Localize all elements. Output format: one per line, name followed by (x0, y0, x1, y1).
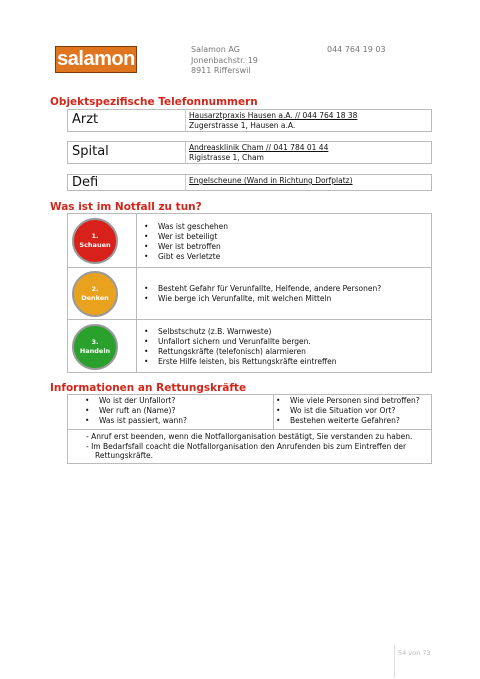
section-title-emergency: Was ist im Notfall zu tun? (50, 201, 202, 213)
step-number: 2. (91, 285, 99, 293)
contact-row-arzt (67, 109, 432, 132)
list-item: • Selbstschutz (z.B. Warnweste) (144, 327, 337, 337)
contact-line-address: Rigistrasse 1, Cham (189, 152, 264, 162)
rescue-info-box (67, 394, 432, 464)
step-list (144, 284, 381, 304)
list-item: • Wie viele Personen sind betroffen? (276, 396, 420, 406)
list-item: - Im Bedarfsfall coacht die Notfallorganisation den Anrufenden bis zum Eintreffen der Rettungskräfte. (86, 441, 407, 460)
emergency-steps-table (67, 213, 432, 373)
contact-line-primary: Engelscheune (Wand in Richtung Dorfplatz) (189, 176, 353, 185)
list-item: • Gibt es Verletzte (144, 252, 228, 262)
rescue-questions-left (85, 396, 187, 426)
step-row-schauen (68, 214, 431, 268)
column-divider (273, 395, 274, 430)
page-number: 54 von 73 (398, 649, 431, 657)
contact-row-defi (67, 174, 432, 191)
contact-label: Defi (72, 175, 99, 190)
list-item: • Besteht Gefahr für Verunfallte, Helfende, andere Personen? (144, 284, 381, 294)
rescue-questions (68, 395, 431, 430)
contact-label: Arzt (72, 112, 99, 127)
contact-info (185, 110, 431, 131)
step-list (144, 327, 337, 367)
company-phone: 044 764 19 03 (327, 45, 386, 54)
step-number: 3. (91, 338, 99, 346)
list-item: • Wo ist die Situation vor Ort? (276, 406, 420, 416)
list-item: • Rettungskräfte (telefonisch) alarmieren (144, 347, 337, 357)
section-title-rescue-info: Informationen an Rettungskräfte (50, 382, 247, 394)
contact-label: Spital (72, 144, 109, 159)
company-address (191, 45, 258, 77)
step-row-handeln (68, 320, 431, 372)
contact-info (185, 142, 431, 163)
step-label: Denken (81, 294, 109, 302)
step-list (144, 222, 228, 262)
list-item: • Was ist geschehen (144, 222, 228, 232)
list-item: • Wer ist betroffen (144, 242, 228, 252)
step-label: Handeln (79, 347, 111, 355)
contact-line-primary: Hausarztpraxis Hausen a.A. // 044 764 18 38 (189, 111, 358, 120)
footer-divider (394, 645, 395, 678)
step-circle-handeln (72, 324, 118, 370)
rescue-questions-right (276, 396, 420, 426)
contact-row-spital (67, 141, 432, 164)
step-row-denken (68, 268, 431, 320)
contact-line-address: Zugerstrasse 1, Hausen a.A. (189, 120, 296, 130)
list-item: • Wie berge ich Verunfallte, mit welchen Mitteln (144, 294, 381, 304)
step-number: 1. (91, 232, 99, 240)
list-item: • Wer ist beteiligt (144, 232, 228, 242)
section-title-phone-numbers: Objektspezifische Telefonnummern (50, 96, 258, 108)
list-item: • Was ist passiert, wann? (85, 416, 187, 426)
step-label: Schauen (79, 241, 111, 249)
step-circle-schauen (72, 218, 118, 264)
list-item: • Erste Hilfe leisten, bis Rettungskräfte eintreffen (144, 357, 337, 367)
list-item: • Unfallort sichern und Verunfallte bergen. (144, 337, 337, 347)
company-street: Jonenbachstr. 19 (191, 55, 258, 65)
list-item: • Wer ruft an (Name)? (85, 406, 187, 416)
list-item: - Anruf erst beenden, wenn die Notfallorganisation bestätigt, Sie verstanden zu haben. (86, 432, 413, 441)
salamon-logo: salamon (55, 46, 137, 73)
company-name: Salamon AG (191, 45, 240, 54)
list-item: • Bestehen weiterte Gefahren? (276, 416, 420, 426)
list-item: • Wo ist der Unfallort? (85, 396, 187, 406)
company-city: 8911 Rifferswil (191, 66, 251, 75)
rescue-notes (86, 432, 431, 461)
contact-info (185, 175, 431, 190)
step-circle-denken (72, 271, 118, 317)
contact-line-primary: Andreasklinik Cham // 041 784 01 44 (189, 143, 329, 152)
